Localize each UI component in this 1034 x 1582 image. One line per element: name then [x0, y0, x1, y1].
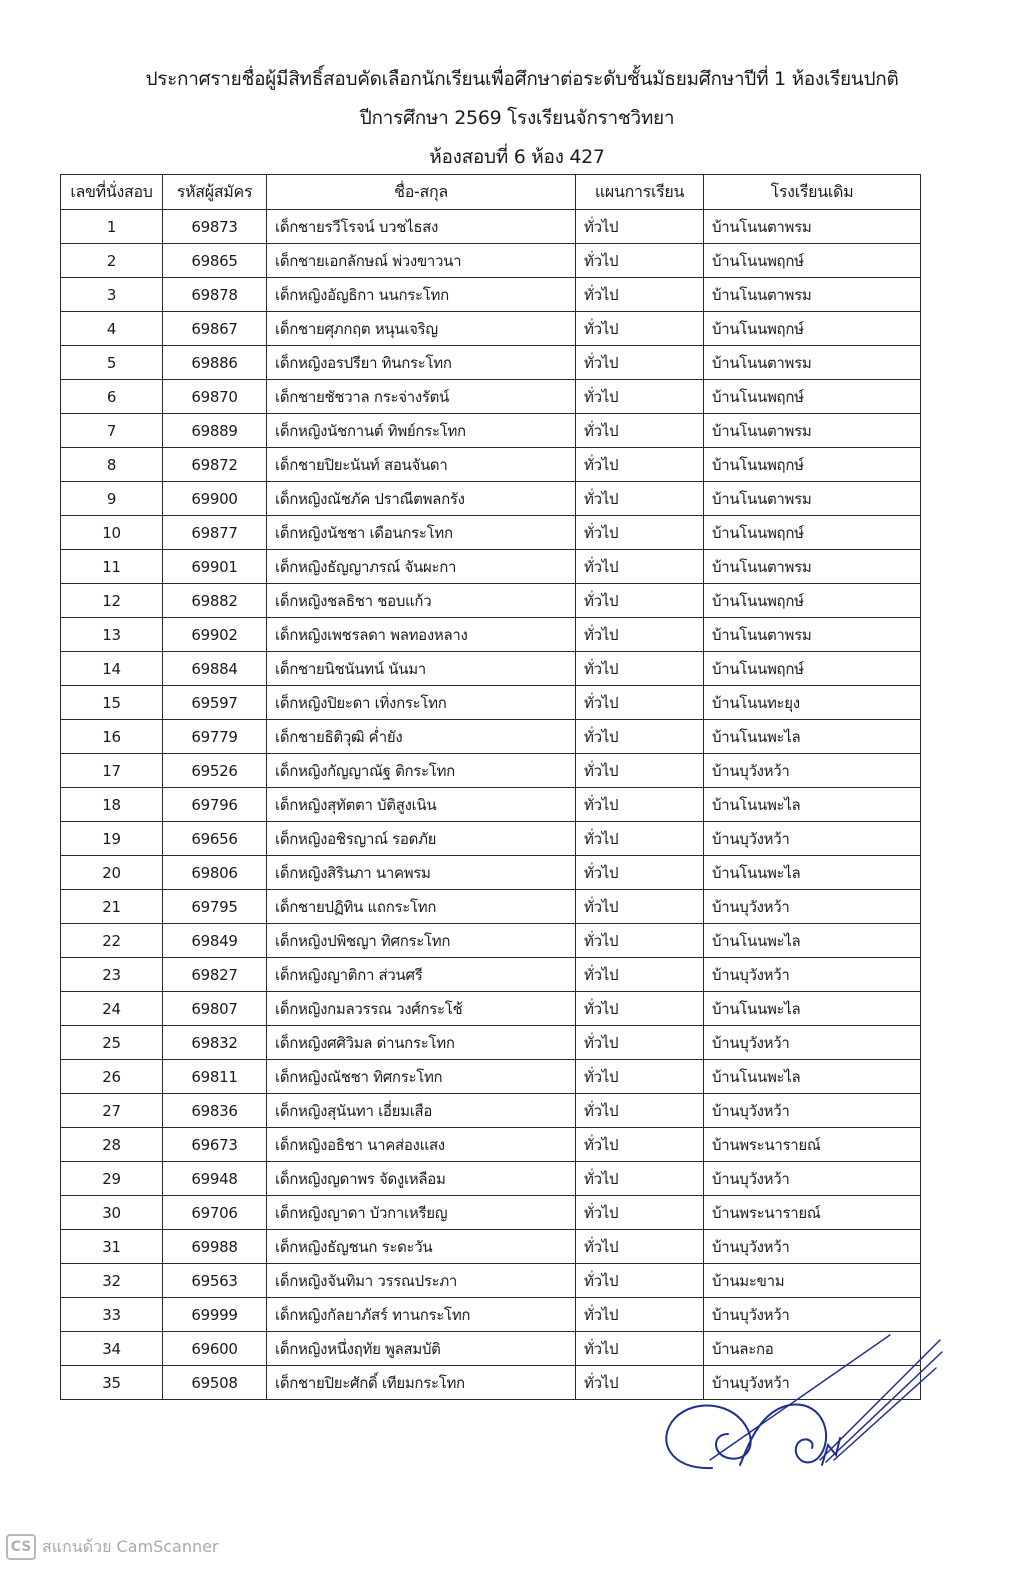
study-plan: ทั่วไป — [576, 1196, 704, 1230]
study-plan: ทั่วไป — [576, 788, 704, 822]
applicant-id: 69597 — [163, 686, 267, 720]
signature-stroke — [666, 1406, 750, 1469]
former-school: บ้านโนนพฤกษ์ — [704, 516, 921, 550]
seat-number: 19 — [61, 822, 163, 856]
table-row — [61, 1298, 921, 1332]
seat-number: 17 — [61, 754, 163, 788]
watermark-text: สแกนด้วย CamScanner — [42, 1536, 219, 1556]
applicant-id: 69600 — [163, 1332, 267, 1366]
study-plan: ทั่วไป — [576, 278, 704, 312]
former-school: บ้านโนนพะไล — [704, 992, 921, 1026]
table-row — [61, 788, 921, 822]
former-school: บ้านมะขาม — [704, 1264, 921, 1298]
former-school: บ้านโนนพฤกษ์ — [704, 652, 921, 686]
former-school: บ้านพระนารายณ์ — [704, 1128, 921, 1162]
applicant-id: 69508 — [163, 1366, 267, 1400]
seat-number: 20 — [61, 856, 163, 890]
applicant-id: 69878 — [163, 278, 267, 312]
table-header-row — [61, 175, 921, 210]
applicant-id: 69889 — [163, 414, 267, 448]
applicant-id: 69870 — [163, 380, 267, 414]
table-row — [61, 890, 921, 924]
applicant-id: 69901 — [163, 550, 267, 584]
applicant-id: 69836 — [163, 1094, 267, 1128]
student-name: เด็กหญิงกัลยาภัสร์ ทานกระโทก — [267, 1298, 576, 1332]
table-row — [61, 1128, 921, 1162]
study-plan: ทั่วไป — [576, 856, 704, 890]
signature-stroke — [740, 1405, 826, 1465]
seat-number: 1 — [61, 210, 163, 244]
study-plan: ทั่วไป — [576, 1332, 704, 1366]
seat-number: 28 — [61, 1128, 163, 1162]
former-school: บ้านโนนตาพรม — [704, 278, 921, 312]
study-plan: ทั่วไป — [576, 380, 704, 414]
former-school: บ้านบุวังหว้า — [704, 822, 921, 856]
column-header-applicant-id: รหัสผู้สมัคร — [163, 175, 267, 210]
signature-stroke — [826, 1352, 942, 1462]
table-row — [61, 1264, 921, 1298]
former-school: บ้านโนนตาพรม — [704, 414, 921, 448]
former-school: บ้านบุวังหว้า — [704, 1230, 921, 1264]
seat-number: 23 — [61, 958, 163, 992]
former-school: บ้านโนนพฤกษ์ — [704, 584, 921, 618]
table-row — [61, 1026, 921, 1060]
student-name: เด็กหญิงนัชกานต์ ทิพย์กระโทก — [267, 414, 576, 448]
student-name: เด็กชายปิยะศักดิ์ เทียมกระโทก — [267, 1366, 576, 1400]
applicant-id: 69526 — [163, 754, 267, 788]
table-row — [61, 618, 921, 652]
applicant-id: 69806 — [163, 856, 267, 890]
applicant-id: 69886 — [163, 346, 267, 380]
applicant-id: 69865 — [163, 244, 267, 278]
study-plan: ทั่วไป — [576, 1094, 704, 1128]
applicant-id: 69706 — [163, 1196, 267, 1230]
applicant-id: 69807 — [163, 992, 267, 1026]
applicant-id: 69948 — [163, 1162, 267, 1196]
table-row — [61, 210, 921, 244]
study-plan: ทั่วไป — [576, 312, 704, 346]
signature — [650, 1330, 950, 1480]
applicant-id: 69832 — [163, 1026, 267, 1060]
table-row — [61, 312, 921, 346]
study-plan: ทั่วไป — [576, 448, 704, 482]
student-name: เด็กหญิงหนึ่งฤทัย พูลสมบัติ — [267, 1332, 576, 1366]
former-school: บ้านโนนพะไล — [704, 720, 921, 754]
seat-number: 22 — [61, 924, 163, 958]
study-plan: ทั่วไป — [576, 244, 704, 278]
student-name: เด็กหญิงกมลวรรณ วงศ์กระโช้ — [267, 992, 576, 1026]
applicant-id: 69884 — [163, 652, 267, 686]
table-row — [61, 414, 921, 448]
seat-number: 34 — [61, 1332, 163, 1366]
student-name: เด็กหญิงญดาพร จัดงูเหลือม — [267, 1162, 576, 1196]
former-school: บ้านโนนพฤกษ์ — [704, 244, 921, 278]
seat-number: 13 — [61, 618, 163, 652]
former-school: บ้านบุวังหว้า — [704, 958, 921, 992]
student-name: เด็กหญิงญาดา บัวกาเหรียญ — [267, 1196, 576, 1230]
study-plan: ทั่วไป — [576, 414, 704, 448]
applicant-id: 69988 — [163, 1230, 267, 1264]
applicant-id: 69811 — [163, 1060, 267, 1094]
seat-number: 3 — [61, 278, 163, 312]
signature-stroke — [834, 1368, 936, 1460]
former-school: บ้านโนนพฤกษ์ — [704, 312, 921, 346]
column-header-name: ชื่อ-สกุล — [267, 175, 576, 210]
seat-number: 16 — [61, 720, 163, 754]
student-name: เด็กหญิงอรปรียา ทินกระโทก — [267, 346, 576, 380]
study-plan: ทั่วไป — [576, 346, 704, 380]
seat-number: 11 — [61, 550, 163, 584]
study-plan: ทั่วไป — [576, 618, 704, 652]
table-row — [61, 924, 921, 958]
table-row — [61, 652, 921, 686]
student-name: เด็กหญิงธัญญาภรณ์ จันผะกา — [267, 550, 576, 584]
applicant-id: 69827 — [163, 958, 267, 992]
seat-number: 4 — [61, 312, 163, 346]
former-school: บ้านบุวังหว้า — [704, 890, 921, 924]
study-plan: ทั่วไป — [576, 1162, 704, 1196]
student-name: เด็กชายปิยะนันท์ สอนจันดา — [267, 448, 576, 482]
camscanner-watermark — [6, 1534, 219, 1560]
student-name: เด็กหญิงอชิรญาณ์ รอดภัย — [267, 822, 576, 856]
camscanner-logo-icon: CS — [6, 1534, 36, 1560]
student-name: เด็กชายนิชนันทน์ นันมา — [267, 652, 576, 686]
former-school: บ้านบุวังหว้า — [704, 754, 921, 788]
study-plan: ทั่วไป — [576, 992, 704, 1026]
student-name: เด็กหญิงเพชรลดา พลทองหลาง — [267, 618, 576, 652]
study-plan: ทั่วไป — [576, 958, 704, 992]
study-plan: ทั่วไป — [576, 754, 704, 788]
table-row — [61, 278, 921, 312]
table-row — [61, 380, 921, 414]
former-school: บ้านโนนพฤกษ์ — [704, 448, 921, 482]
study-plan: ทั่วไป — [576, 1128, 704, 1162]
study-plan: ทั่วไป — [576, 924, 704, 958]
table-row — [61, 1162, 921, 1196]
table-row — [61, 1230, 921, 1264]
table-row — [61, 686, 921, 720]
table-row — [61, 346, 921, 380]
former-school: บ้านพระนารายณ์ — [704, 1196, 921, 1230]
applicant-id: 69796 — [163, 788, 267, 822]
student-name: เด็กหญิงณัชภัค ปราณีตพลกรัง — [267, 482, 576, 516]
table-row — [61, 958, 921, 992]
seat-number: 12 — [61, 584, 163, 618]
student-name: เด็กชายศุภกฤต หนุนเจริญ — [267, 312, 576, 346]
study-plan: ทั่วไป — [576, 686, 704, 720]
seat-number: 8 — [61, 448, 163, 482]
seat-number: 9 — [61, 482, 163, 516]
seat-number: 30 — [61, 1196, 163, 1230]
former-school: บ้านโนนตาพรม — [704, 482, 921, 516]
applicant-id: 69902 — [163, 618, 267, 652]
student-name: เด็กหญิงกัญญาณัฐ ติกระโทก — [267, 754, 576, 788]
table-row — [61, 482, 921, 516]
seat-number: 24 — [61, 992, 163, 1026]
student-name: เด็กชายเอกลักษณ์ พ่วงขาวนา — [267, 244, 576, 278]
student-name: เด็กหญิงสุนันทา เอี่ยมเสือ — [267, 1094, 576, 1128]
former-school: บ้านละกอ — [704, 1332, 921, 1366]
table-row — [61, 1060, 921, 1094]
study-plan: ทั่วไป — [576, 1298, 704, 1332]
study-plan: ทั่วไป — [576, 1366, 704, 1400]
student-name: เด็กหญิงจันทิมา วรรณประภา — [267, 1264, 576, 1298]
study-plan: ทั่วไป — [576, 482, 704, 516]
applicant-id: 69779 — [163, 720, 267, 754]
table-row — [61, 584, 921, 618]
seat-number: 25 — [61, 1026, 163, 1060]
study-plan: ทั่วไป — [576, 720, 704, 754]
former-school: บ้านบุวังหว้า — [704, 1298, 921, 1332]
former-school: บ้านโนนพะไล — [704, 788, 921, 822]
table-row — [61, 244, 921, 278]
seat-number: 15 — [61, 686, 163, 720]
study-plan: ทั่วไป — [576, 210, 704, 244]
student-name: เด็กหญิงปพิชญา ทิศกระโทก — [267, 924, 576, 958]
seat-number: 10 — [61, 516, 163, 550]
student-name: เด็กชายรวีโรจน์ บวชไธสง — [267, 210, 576, 244]
applicant-id: 69900 — [163, 482, 267, 516]
applicant-id: 69849 — [163, 924, 267, 958]
seat-number: 5 — [61, 346, 163, 380]
applicant-id: 69882 — [163, 584, 267, 618]
student-name: เด็กหญิงสุทัตตา บัติสูงเนิน — [267, 788, 576, 822]
former-school: บ้านบุวังหว้า — [704, 1162, 921, 1196]
student-name: เด็กหญิงสิรินภา นาคพรม — [267, 856, 576, 890]
former-school: บ้านโนนตาพรม — [704, 346, 921, 380]
student-name: เด็กชายชัชวาล กระจ่างรัตน์ — [267, 380, 576, 414]
former-school: บ้านโนนพฤกษ์ — [704, 380, 921, 414]
former-school: บ้านบุวังหว้า — [704, 1366, 921, 1400]
table-row — [61, 754, 921, 788]
seat-number: 21 — [61, 890, 163, 924]
table-row — [61, 720, 921, 754]
table-row — [61, 550, 921, 584]
table-row — [61, 822, 921, 856]
column-header-former-school: โรงเรียนเดิม — [704, 175, 921, 210]
former-school: บ้านโนนทะยุง — [704, 686, 921, 720]
applicant-id: 69873 — [163, 210, 267, 244]
seat-number: 18 — [61, 788, 163, 822]
former-school: บ้านโนนตาพรม — [704, 550, 921, 584]
signature-stroke — [820, 1340, 940, 1460]
student-name: เด็กหญิงปิยะดา เทิ่งกระโทก — [267, 686, 576, 720]
applicant-id: 69656 — [163, 822, 267, 856]
study-plan: ทั่วไป — [576, 1026, 704, 1060]
candidate-table — [60, 174, 921, 1400]
seat-number: 7 — [61, 414, 163, 448]
student-name: เด็กหญิงศศิวิมล ด่านกระโทก — [267, 1026, 576, 1060]
column-header-seat: เลขที่นั่งสอบ — [61, 175, 163, 210]
seat-number: 35 — [61, 1366, 163, 1400]
table-row — [61, 1094, 921, 1128]
former-school: บ้านโนนพะไล — [704, 1060, 921, 1094]
study-plan: ทั่วไป — [576, 584, 704, 618]
applicant-id: 69867 — [163, 312, 267, 346]
seat-number: 31 — [61, 1230, 163, 1264]
applicant-id: 69563 — [163, 1264, 267, 1298]
seat-number: 29 — [61, 1162, 163, 1196]
applicant-id: 69999 — [163, 1298, 267, 1332]
academic-year-school: ปีการศึกษา 2569 โรงเรียนจักราชวิทยา — [359, 107, 675, 129]
announcement-title: ประกาศรายชื่อผู้มีสิทธิ์สอบคัดเลือกนักเรียนเพื่อศึกษาต่อระดับชั้นมัธยมศึกษาปีที่ 1 ห้องเรียนปกติ — [145, 68, 899, 90]
former-school: บ้านโนนพะไล — [704, 924, 921, 958]
study-plan: ทั่วไป — [576, 1230, 704, 1264]
student-name: เด็กหญิงอัญธิกา นนกระโทก — [267, 278, 576, 312]
former-school: บ้านบุวังหว้า — [704, 1026, 921, 1060]
study-plan: ทั่วไป — [576, 1060, 704, 1094]
student-name: เด็กหญิงอธิชา นาคส่องแสง — [267, 1128, 576, 1162]
table-row — [61, 856, 921, 890]
student-name: เด็กหญิงญาติกา ส่วนศรี — [267, 958, 576, 992]
seat-number: 6 — [61, 380, 163, 414]
former-school: บ้านโนนพะไล — [704, 856, 921, 890]
applicant-id: 69872 — [163, 448, 267, 482]
former-school: บ้านโนนตาพรม — [704, 210, 921, 244]
seat-number: 33 — [61, 1298, 163, 1332]
student-name: เด็กหญิงนัชชา เดือนกระโทก — [267, 516, 576, 550]
student-name: เด็กหญิงธัญชนก ระดะวัน — [267, 1230, 576, 1264]
applicant-id: 69877 — [163, 516, 267, 550]
seat-number: 26 — [61, 1060, 163, 1094]
study-plan: ทั่วไป — [576, 516, 704, 550]
student-name: เด็กหญิงชลธิชา ชอบแก้ว — [267, 584, 576, 618]
exam-room: ห้องสอบที่ 6 ห้อง 427 — [429, 146, 605, 168]
student-name: เด็กชายปฏิทิน แถกระโทก — [267, 890, 576, 924]
table-row — [61, 992, 921, 1026]
column-header-plan: แผนการเรียน — [576, 175, 704, 210]
study-plan: ทั่วไป — [576, 1264, 704, 1298]
applicant-id: 69673 — [163, 1128, 267, 1162]
seat-number: 14 — [61, 652, 163, 686]
former-school: บ้านบุวังหว้า — [704, 1094, 921, 1128]
study-plan: ทั่วไป — [576, 652, 704, 686]
seat-number: 27 — [61, 1094, 163, 1128]
study-plan: ทั่วไป — [576, 890, 704, 924]
former-school: บ้านโนนตาพรม — [704, 618, 921, 652]
study-plan: ทั่วไป — [576, 550, 704, 584]
seat-number: 32 — [61, 1264, 163, 1298]
student-name: เด็กชายธิติวุฒิ ค่ำยัง — [267, 720, 576, 754]
study-plan: ทั่วไป — [576, 822, 704, 856]
table-row — [61, 516, 921, 550]
seat-number: 2 — [61, 244, 163, 278]
table-row — [61, 448, 921, 482]
applicant-id: 69795 — [163, 890, 267, 924]
table-row — [61, 1196, 921, 1230]
student-name: เด็กหญิงณัชชา ทิศกระโทก — [267, 1060, 576, 1094]
